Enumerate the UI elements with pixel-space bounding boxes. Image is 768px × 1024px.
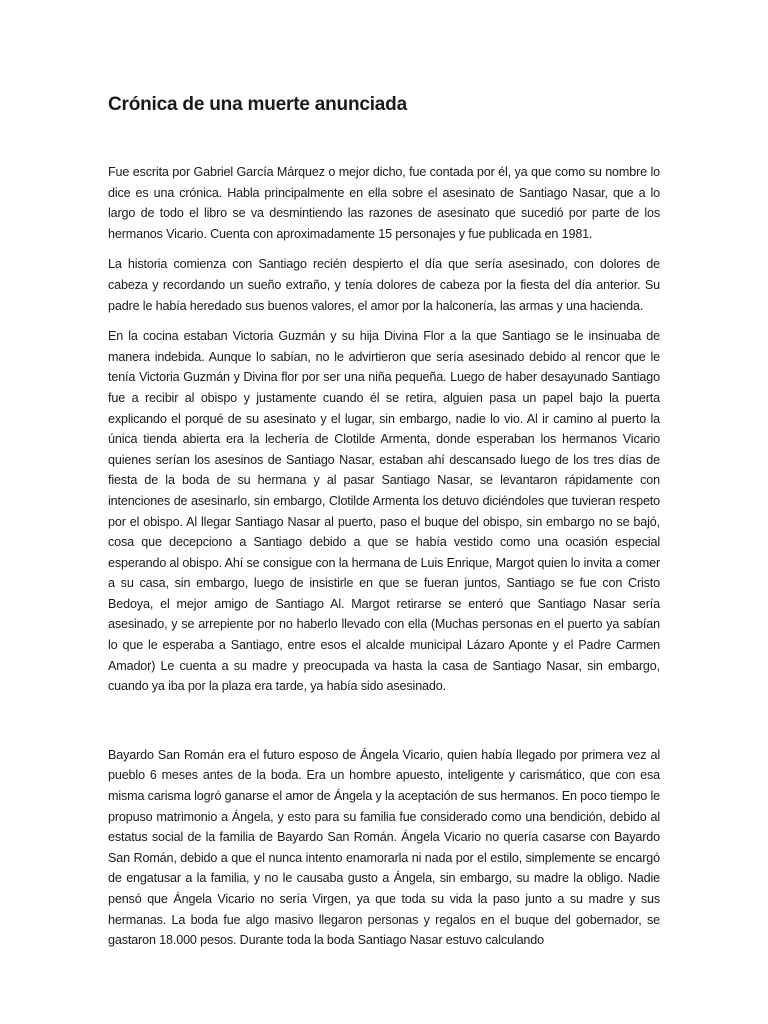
paragraph-kitchen: En la cocina estaban Victoria Guzmán y su hija Divina Flor a la que Santiago se le insinuaba de manera indebida. Aunque lo sabían, no le advirtieron que sería asesinado debido al rencor que le tenía Victoria Guzmán y Divina flor por ser una niña pequeña. Luego de haber desayunado Santiago fue a recibir al obispo y justamente cuando él se retira, alguien pasa un papel bajo la puerta explicando el porqué de su asesinato y el lugar, sin embargo, nadie lo vio. Al ir camino al puerto la única tienda abierta era la lechería de Clotilde Armenta, donde esperaban los hermanos Vicario quienes serían los asesinos de Santiago Nasar, estaban ahí descansado luego de los tres días de fiesta de la boda de su hermana y al pasar Santiago Nasar, se levantaron rápidamente con intenciones de asesinarlo, sin embargo, Clotilde Armenta los detuvo diciéndoles que tuvieran respeto por el obispo. Al llegar Santiago Nasar al puerto, paso el buque del obispo, sin embargo no se bajó, cosa que decepciono a Santiago debido a que se había vestido como una ocasión especial esperando al obispo. Ahí se consigue con la hermana de Luis Enrique, Margot quien lo invita a comer a su casa, sin embargo, luego de insistirle en que se fueran juntos, Santiago se fue con Cristo Bedoya, el mejor amigo de Santiago Al. Margot retirarse se enteró que Santiago Nasar sería asesinado, y se arrepiente por no haberlo llevado con ella (Muchas personas en el puerto ya sabían lo que le esperaba a Santiago, entre esos el alcalde municipal Lázaro Aponte y el Padre Carmen Amador) Le cuenta a su madre y preocupada va hasta la casa de Santiago Nasar, sin embargo, cuando ya iba por la plaza era tarde, ya había sido asesinado. <box>108 329 660 694</box>
document-title: Crónica de una muerte anunciada <box>108 94 407 115</box>
paragraph-bayardo: Bayardo San Román era el futuro esposo de Ángela Vicario, quien había llegado por primera vez al pueblo 6 meses antes de la boda. Era un hombre apuesto, inteligente y carismático, que con esa misma carisma logró ganarse el amor de Ángela y la aceptación de sus hermanos. En poco tiempo le propuso matrimonio a Ángela, y esto para su familia fue considerado como una bendición, debido al estatus social de la familia de Bayardo San Román. Ángela Vicario no quería casarse con Bayardo San Román, debido a que el nunca intento enamorarla ni nada por el estilo, simplemente se encargó de engatusar a la familia, y no le causaba gusto a Ángela, sin embargo, su madre la obligo. Nadie pensó que Ángela Vicario no sería Virgen, ya que toda su vida la paso junto a su madre y sus hermanas. La boda fue algo masivo llegaron personas y regalos en el buque del gobernador, se gastaron 18.000 pesos. Durante toda la boda Santiago Nasar estuvo calculando <box>108 747 660 948</box>
paragraph-gap <box>108 707 660 745</box>
paragraph-intro: Fue escrita por Gabriel García Márquez o mejor dicho, fue contada por él, ya que como su nombre lo dice es una crónica. Habla principalmente en ella sobre el asesinato de Santiago Nasar, que a lo largo de todo el libro se va desmintiendo las razones de asesinato que sucedió por parte de los hermanos Vicario. Cuenta con aproximadamente 15 personajes y fue publicada en 1981. <box>108 165 660 241</box>
paragraph-story-start: La historia comienza con Santiago recién despierto el día que sería asesinado, con dolores de cabeza y recordando un sueño extraño, y tenía dolores de cabeza por la fiesta del día anterior. Su padre le había heredado sus buenos valores, el amor por la halconería, las armas y una hacienda. <box>108 257 660 313</box>
document-page <box>108 92 660 961</box>
